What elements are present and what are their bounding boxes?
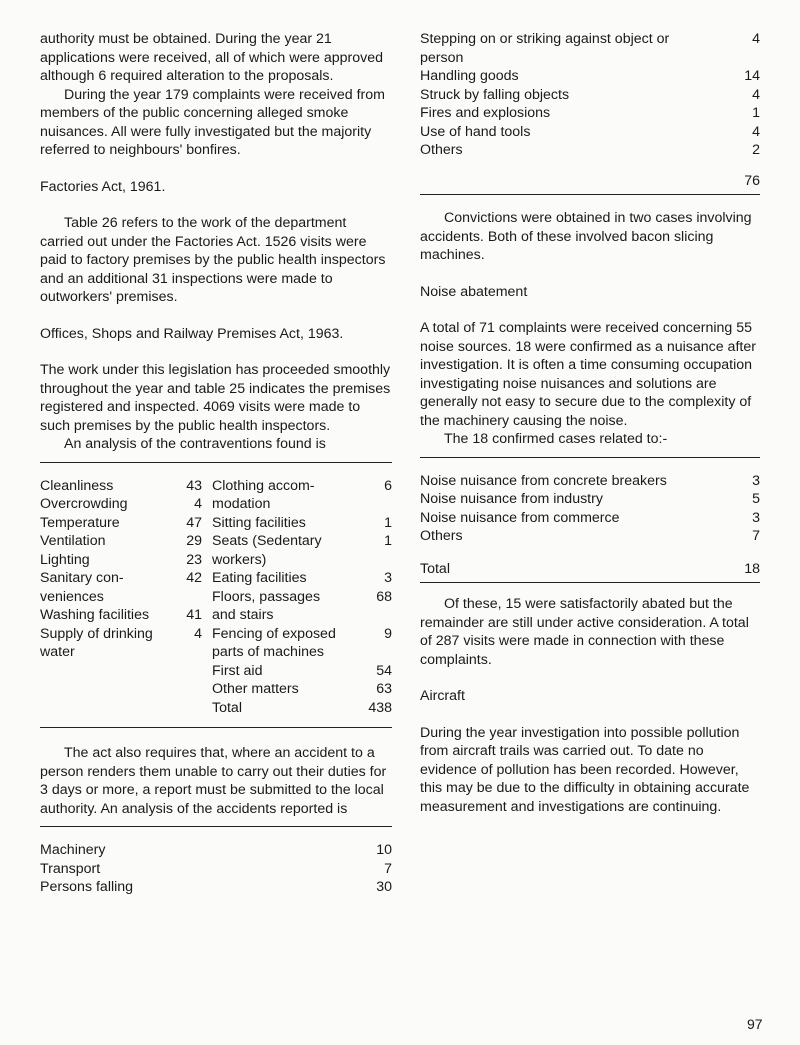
accident-row-label: Struck by falling objects	[420, 86, 570, 103]
contravention-count: 438	[368, 699, 392, 716]
left-column	[40, 30, 392, 897]
accident-row	[420, 30, 760, 67]
contravention-count: 42	[186, 570, 202, 586]
accident-row	[40, 878, 392, 897]
contravention-label: water	[40, 644, 75, 660]
noise-row-value: 7	[752, 528, 760, 544]
divider	[40, 826, 392, 827]
noise-row-label: Others	[420, 528, 463, 544]
accident-row-value: 4	[752, 31, 760, 47]
paragraph-noise-outcome: Of these, 15 were satisfactorily abated but the remainder are still under active consideration. A total of 287 visits were made in connection with these complaints.	[420, 596, 749, 668]
contravention-count	[350, 551, 392, 570]
contravention-label: workers)	[212, 551, 267, 568]
noise-row	[420, 527, 760, 546]
contravention-count: 43	[186, 477, 202, 494]
page-number: 97	[747, 1016, 763, 1032]
paragraph-smoke-complaints: During the year 179 complaints were received from members of the public concerning alleged smoke nuisances. All were fully investigated but the majority referred to neighbours' bonfires.	[40, 86, 385, 158]
contravention-label: First aid	[212, 662, 263, 679]
accident-row-value: 14	[744, 68, 760, 84]
contravention-count	[350, 643, 392, 662]
contravention-label	[40, 680, 176, 699]
accident-row	[420, 67, 760, 86]
paragraph-convictions: Convictions were obtained in two cases involving accidents. Both of these involved bacon slicing machines.	[420, 210, 752, 263]
contravention-label: modation	[212, 496, 271, 512]
contravention-count: 4	[194, 496, 202, 512]
contravention-label: Cleanliness	[40, 477, 114, 494]
contravention-count: 47	[186, 514, 202, 531]
contravention-label: Overcrowding	[40, 496, 128, 512]
noise-row-label: Noise nuisance from industry	[420, 491, 603, 507]
contravention-label: parts of machines	[212, 644, 324, 660]
accident-row-value: 10	[376, 842, 392, 858]
accident-row-label: Persons falling	[40, 879, 134, 895]
divider	[420, 457, 760, 458]
accidents-list-continued	[420, 30, 760, 160]
contravention-count	[350, 606, 392, 625]
accident-row-label: Stepping on or striking against object or person	[420, 31, 670, 66]
heading-factories-act: Factories Act, 1961.	[40, 178, 166, 195]
noise-row-label: Noise nuisance from commerce	[420, 509, 620, 526]
contravention-label: Eating facilities	[212, 570, 307, 586]
contravention-count	[176, 643, 206, 662]
divider	[420, 194, 760, 195]
contravention-count: 29	[186, 533, 202, 549]
accident-row-value: 7	[384, 860, 392, 877]
contravention-label	[40, 662, 176, 681]
noise-total-label: Total	[420, 560, 450, 577]
contravention-label: Sitting facilities	[212, 514, 306, 531]
accident-row	[40, 841, 392, 860]
contravention-label: Ventilation	[40, 533, 106, 549]
contravention-count: 63	[376, 681, 392, 697]
paragraph-accidents-intro: The act also requires that, where an accident to a person renders them unable to carry out their duties for 3 days or more, a report must be submitted to the local authority. An analysis of the accidents reported is	[40, 745, 387, 817]
paragraph-contraventions-intro: An analysis of the contraventions found is	[64, 436, 326, 452]
accident-row-label: Transport	[40, 860, 101, 877]
accident-row-label: Others	[420, 142, 463, 158]
contravention-count: 1	[384, 533, 392, 549]
noise-row	[420, 472, 760, 491]
right-column	[420, 30, 760, 816]
noise-list	[420, 472, 760, 546]
contravention-count	[176, 588, 206, 607]
accidents-list	[40, 841, 392, 897]
accident-row-value: 1	[752, 105, 760, 121]
accident-row	[420, 104, 760, 123]
heading-offices-act: Offices, Shops and Railway Premises Act, 1963.	[40, 325, 344, 342]
divider	[40, 462, 392, 463]
noise-total-value: 18	[744, 560, 760, 577]
contravention-count	[176, 662, 206, 681]
divider	[40, 727, 392, 728]
noise-row	[420, 509, 760, 528]
contravention-count	[176, 699, 206, 718]
accident-row	[420, 123, 760, 142]
contravention-label: Supply of drinking	[40, 625, 153, 642]
heading-noise-abatement: Noise abatement	[420, 283, 528, 300]
accidents-total-row	[420, 172, 760, 191]
accident-row-value: 30	[376, 879, 392, 895]
accident-row	[420, 141, 760, 160]
contravention-label: Washing facilities	[40, 607, 150, 623]
contravention-count: 9	[384, 625, 392, 642]
accident-row	[40, 860, 392, 879]
contravention-label	[40, 699, 176, 718]
accident-row-label: Machinery	[40, 842, 106, 858]
contravention-label: veniences	[40, 588, 104, 605]
accident-row-label: Fires and explosions	[420, 105, 551, 121]
paragraph-offices: The work under this legislation has proceeded smoothly throughout the year and table 25 indicates the premises registered and inspected. 4069 visits were made to such premises by the public health inspectors.	[40, 362, 391, 434]
accident-row-label: Use of hand tools	[420, 123, 531, 140]
contravention-count	[176, 680, 206, 699]
contravention-count	[350, 495, 392, 514]
noise-row-value: 3	[752, 509, 760, 526]
paragraph-noise-cases-intro: The 18 confirmed cases related to:-	[444, 431, 668, 447]
noise-row-value: 5	[752, 491, 760, 507]
contravention-count: 6	[384, 477, 392, 494]
contravention-count: 1	[384, 514, 392, 531]
contravention-label: Fencing of exposed	[212, 625, 336, 642]
accident-row-label: Handling goods	[420, 68, 519, 84]
contravention-label: Floors, passages	[212, 588, 321, 605]
divider	[420, 582, 760, 583]
accident-row-value: 4	[752, 86, 760, 103]
paragraph-smoke-control: authority must be obtained. During the year 21 applications were received, all of which were approved although 6 required alteration to the proposals.	[40, 31, 384, 84]
contravention-label: Clothing accom-	[212, 477, 315, 494]
contraventions-table	[40, 477, 392, 718]
contravention-label: Total	[212, 699, 242, 716]
contravention-label: Seats (Sedentary	[212, 533, 322, 549]
noise-total-row	[420, 560, 760, 579]
contravention-label: Other matters	[212, 681, 299, 697]
noise-row	[420, 490, 760, 509]
accident-row-value: 2	[752, 142, 760, 158]
contravention-label: Sanitary con-	[40, 570, 124, 586]
contravention-label: and stairs	[212, 607, 274, 623]
contravention-count: 68	[376, 588, 392, 605]
noise-row-value: 3	[752, 472, 760, 489]
contravention-count: 54	[376, 662, 392, 679]
contravention-count: 3	[384, 570, 392, 586]
contravention-count: 41	[186, 607, 202, 623]
accident-row	[420, 86, 760, 105]
heading-aircraft: Aircraft	[420, 688, 465, 704]
contravention-count: 4	[194, 625, 202, 642]
accidents-total-value: 76	[744, 172, 760, 189]
paragraph-noise: A total of 71 complaints were received concerning 55 noise sources. 18 were confirmed as a nuisance after investigation. It is often a time consuming occupation investigating noise nuisances and solutions are generally not easy to secure due to the complexity of the machinery causing the noise.	[420, 320, 756, 429]
accident-row-value: 4	[752, 123, 760, 140]
contravention-count: 23	[186, 551, 202, 568]
paragraph-aircraft: During the year investigation into possible pollution from aircraft trails was carried out. To date no evidence of pollution has been recorded. However, this may be due to the difficulty in obtaining accurate measurement and investigations are continuing.	[420, 724, 750, 815]
noise-row-label: Noise nuisance from concrete breakers	[420, 472, 667, 489]
paragraph-factories: Table 26 refers to the work of the department carried out under the Factories Act. 1526 visits were paid to factory premises by the public health inspectors and an additional 31 inspections were made to outworkers' premises.	[40, 215, 386, 305]
contravention-label: Temperature	[40, 514, 120, 531]
contravention-label: Lighting	[40, 551, 90, 568]
